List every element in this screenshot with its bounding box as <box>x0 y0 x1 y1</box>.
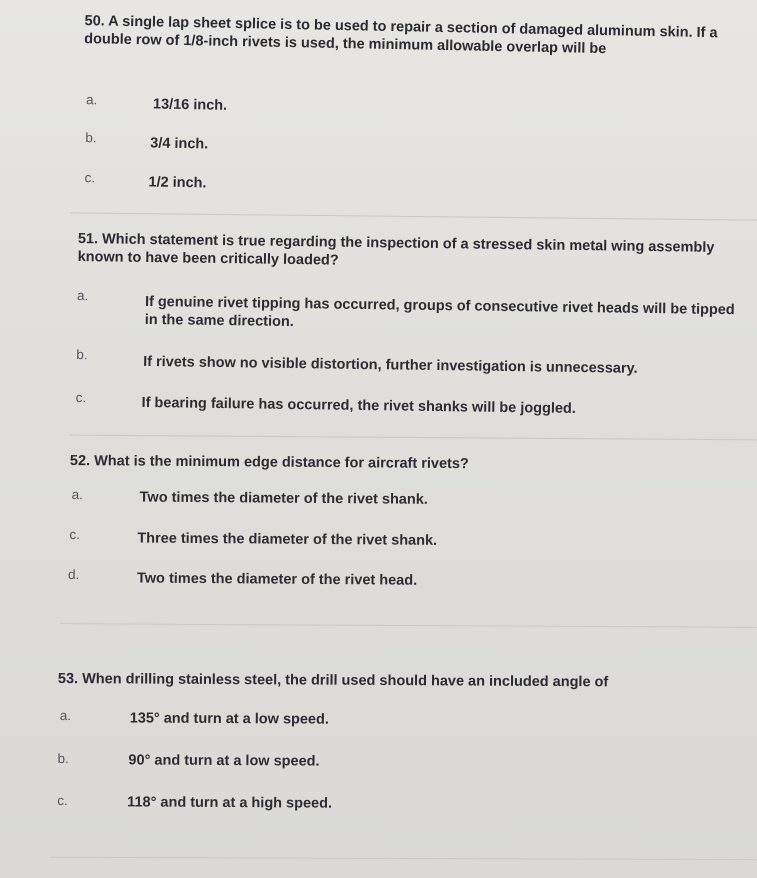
option-letter: b. <box>76 346 88 363</box>
option-text: 118° and turn at a high speed. <box>127 794 333 812</box>
option-text: Three times the diameter of the rivet shank. <box>137 530 438 549</box>
option-text: Two times the diameter of the rivet head. <box>136 570 418 589</box>
option-letter: c. <box>84 170 96 186</box>
option-text: 90° and turn at a low speed. <box>128 752 320 770</box>
option-text: 13/16 inch. <box>152 96 228 114</box>
option-text: If bearing failure has occurred, the rivet shanks will be joggled. <box>141 394 576 417</box>
option-letter: b. <box>57 750 69 767</box>
option-letter: d. <box>68 566 80 583</box>
option-text: If rivets show no visible distortion, further investigation is unnecessary. <box>143 353 638 377</box>
option-text: If genuine rivet tipping has occurred, groups of consecutive rivet heads will be tipped in the same direction. <box>144 293 735 331</box>
question-stem: 51. Which statement is true regarding the inspection of a stressed skin metal wing assembly known to have been critically loaded? <box>77 230 715 269</box>
option-letter: a. <box>59 708 72 724</box>
question-stem: 53. When drilling stainless steel, the drill used should have an included angle of <box>57 671 609 691</box>
option-letter: a. <box>76 287 89 304</box>
option-letter: c. <box>75 389 87 406</box>
option-text: Two times the diameter of the rivet shank. <box>139 489 428 508</box>
option-letter: c. <box>69 526 80 543</box>
option-letter: a. <box>85 92 98 108</box>
option-text: 1/2 inch. <box>148 174 207 192</box>
option-letter: a. <box>71 487 84 503</box>
option-letter: b. <box>85 130 97 146</box>
question-stem: 52. What is the minimum edge distance for aircraft rivets? <box>69 453 469 473</box>
option-letter: c. <box>57 792 68 809</box>
option-text: 3/4 inch. <box>150 135 209 153</box>
option-text: 135° and turn at a low speed. <box>129 710 329 728</box>
question-stem: 50. A single lap sheet splice is to be used to repair a section of damaged aluminum skin. If a double row of 1/8-inch rivets is used, the minimum allowable overlap will be <box>84 13 718 58</box>
